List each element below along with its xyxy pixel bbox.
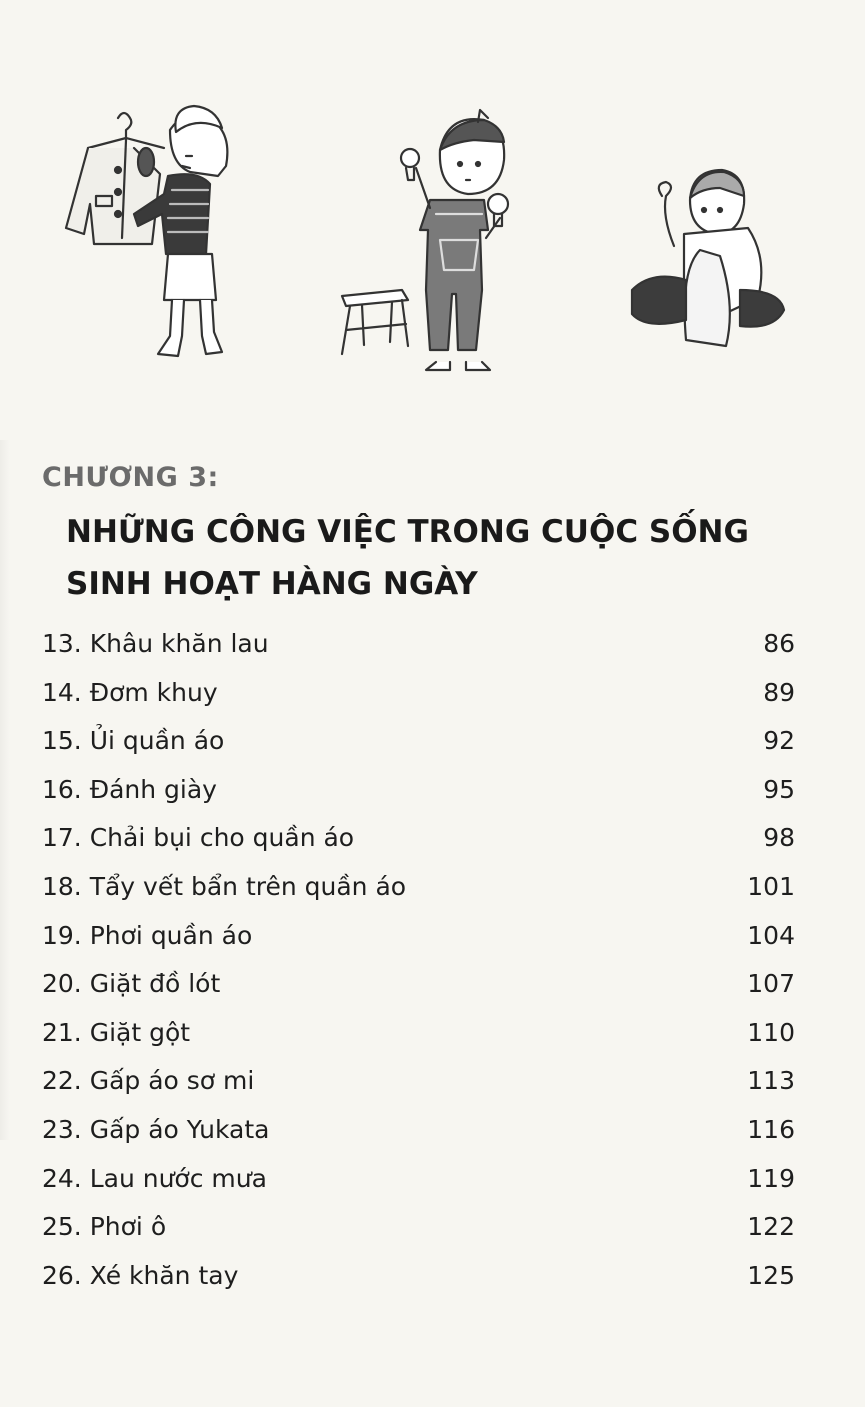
- toc-entry: [0, 1203, 865, 1252]
- toc-entry: [0, 1155, 865, 1204]
- toc-entry-title: 21. Giặt gột: [42, 1017, 191, 1047]
- toc-entry-page: 89: [763, 677, 795, 707]
- toc-entry-page: 101: [747, 871, 795, 901]
- toc-entry: [0, 912, 865, 961]
- toc-entry-page: 119: [747, 1163, 795, 1193]
- child-sitting-sewing-illustration: [632, 170, 784, 346]
- chapter-title-line2: SINH HOẠT HÀNG NGÀY: [66, 566, 478, 602]
- toc-entry-title: 25. Phơi ô: [42, 1212, 167, 1242]
- toc-entry: [0, 863, 865, 912]
- toc-entry-page: 107: [747, 969, 795, 999]
- chapter-title: [66, 506, 749, 610]
- toc-entry-title: 20. Giặt đồ lót: [42, 969, 221, 999]
- toc-entry-page: 98: [763, 823, 795, 853]
- toc-entry: [0, 814, 865, 863]
- toc-entry-title: 19. Phơi quần áo: [42, 920, 253, 950]
- girl-brushing-jacket-illustration: [66, 106, 227, 356]
- toc-entry-page: 116: [747, 1114, 795, 1144]
- chapter-title-line1: NHỮNG CÔNG VIỆC TRONG CUỘC SỐNG: [66, 514, 749, 550]
- toc-entry-page: 113: [747, 1066, 795, 1096]
- table-of-contents: [0, 620, 865, 1300]
- toc-entry: [0, 620, 865, 669]
- toc-entry-page: 92: [763, 726, 795, 756]
- toc-entry-title: 26. Xé khăn tay: [42, 1260, 239, 1290]
- toc-entry-title: 17. Chải bụi cho quần áo: [42, 823, 355, 853]
- toc-entry: [0, 1057, 865, 1106]
- toc-entry: [0, 717, 865, 766]
- toc-entry-title: 13. Khâu khăn lau: [42, 629, 269, 658]
- toc-entry-page: 95: [763, 774, 795, 804]
- toc-entry-page: 122: [747, 1212, 795, 1242]
- toc-entry-title: 15. Ủi quần áo: [42, 726, 225, 756]
- chapter-label: CHƯƠNG 3:: [42, 462, 219, 493]
- toc-entry-page: 104: [747, 920, 795, 950]
- illustration-strip: [0, 0, 865, 420]
- toc-entry: [0, 1252, 865, 1301]
- toc-entry-title: 23. Gấp áo Yukata: [42, 1114, 270, 1144]
- toc-entry-title: 22. Gấp áo sơ mi: [42, 1066, 255, 1096]
- toc-entry: [0, 1106, 865, 1155]
- toc-entry: [0, 669, 865, 718]
- toc-entry-title: 18. Tẩy vết bẩn trên quần áo: [42, 871, 407, 901]
- toc-entry-title: 14. Đơm khuy: [42, 677, 218, 707]
- toc-entry-page: 125: [747, 1260, 795, 1290]
- toc-entry-title: 16. Đánh giày: [42, 774, 217, 804]
- toc-entry-page: 110: [747, 1017, 795, 1047]
- toc-entry-title: 24. Lau nước mưa: [42, 1163, 267, 1193]
- toc-entry: [0, 1009, 865, 1058]
- toc-entry: [0, 960, 865, 1009]
- toc-entry: [0, 766, 865, 815]
- boy-in-overalls-with-lightbulbs-illustration: [342, 110, 508, 370]
- toc-entry-page: 86: [763, 629, 795, 658]
